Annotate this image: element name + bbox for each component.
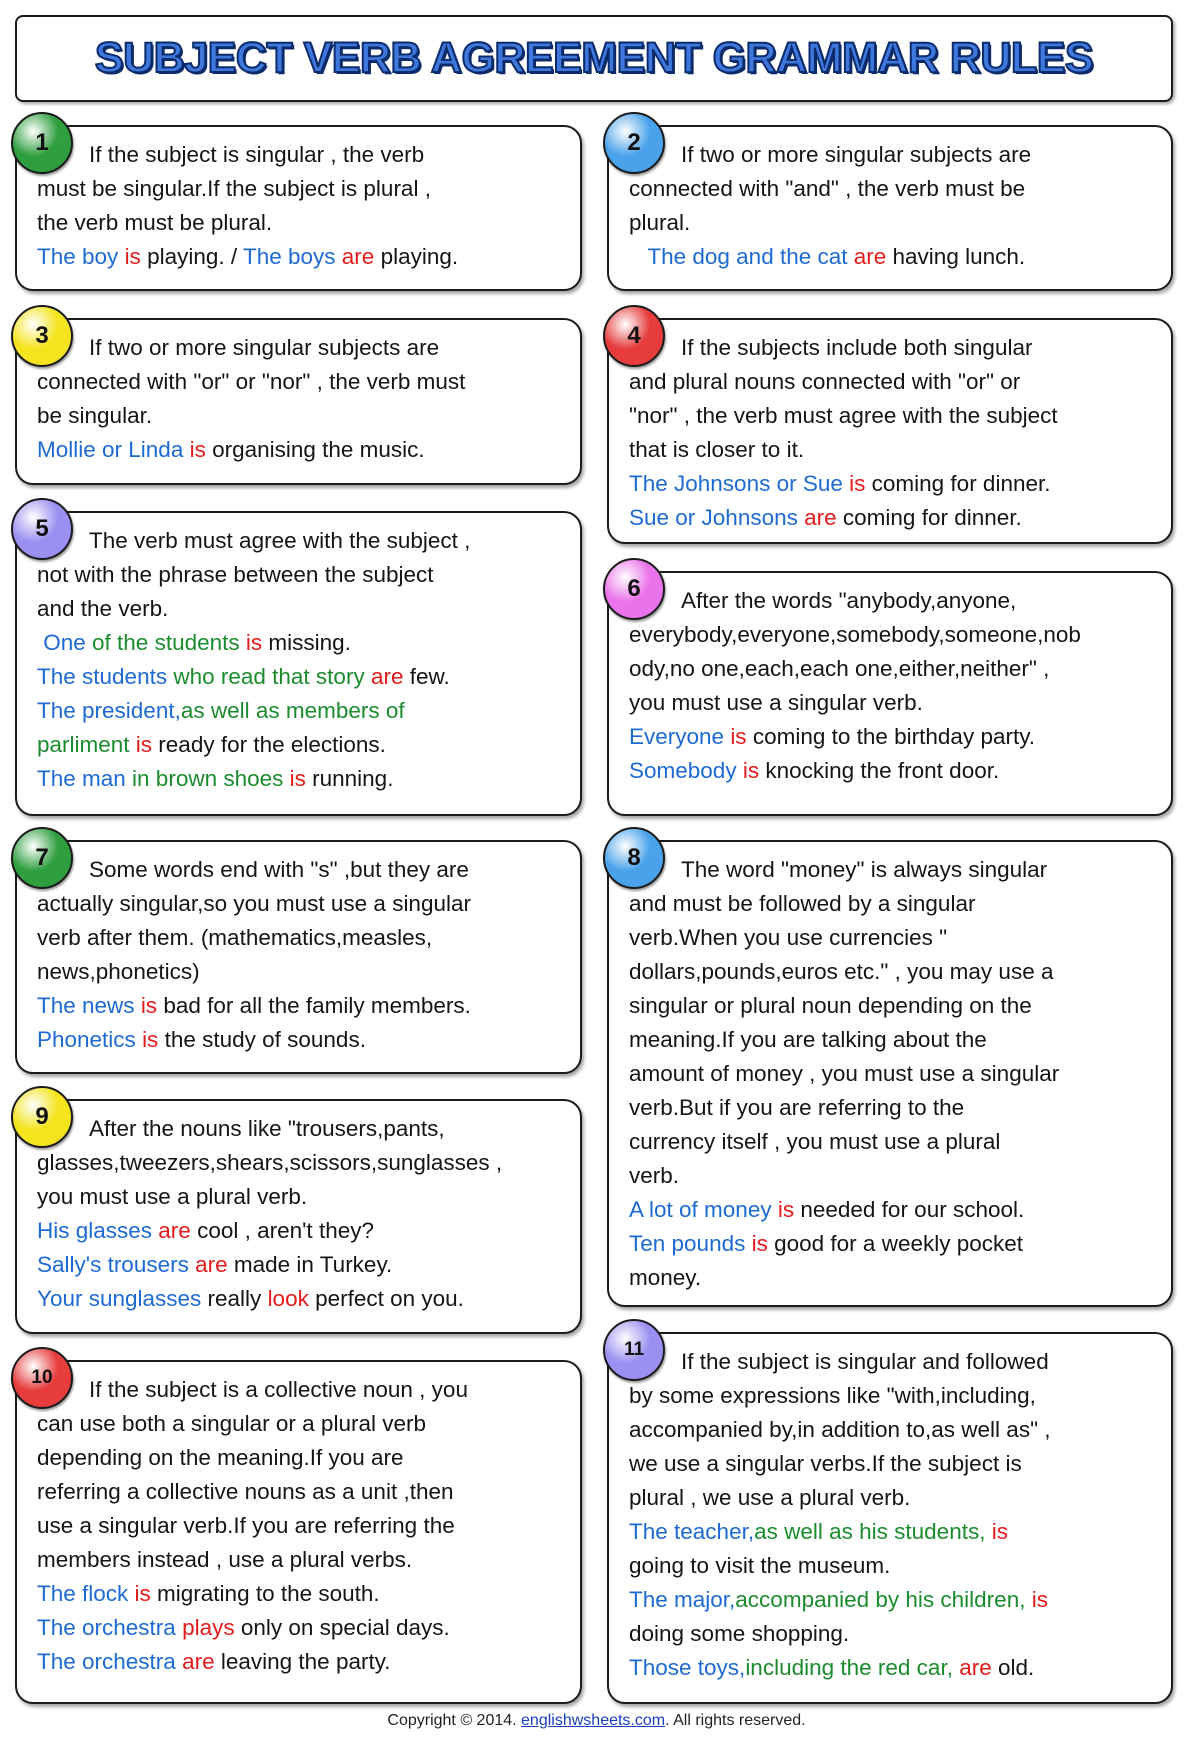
rule-line xyxy=(37,1180,570,1214)
rule-line xyxy=(629,1091,1161,1125)
rule-text-segment: parliment xyxy=(37,732,136,757)
rule-text-segment: as well as his students, xyxy=(754,1519,992,1544)
rule-text xyxy=(629,584,1161,788)
rule-text-segment: and the verb. xyxy=(37,596,169,621)
rule-line xyxy=(629,1193,1161,1227)
rule-text-segment: ready for the elections. xyxy=(152,732,386,757)
rule-text-segment: the verb must be plural. xyxy=(37,210,273,235)
rule-text-segment: made in Turkey. xyxy=(227,1252,393,1277)
rule-line xyxy=(37,1611,570,1645)
rule-text-segment: playing. xyxy=(374,244,459,269)
rule-text-segment: only on special days. xyxy=(234,1615,450,1640)
rule-box-7 xyxy=(15,840,582,1074)
rule-line xyxy=(37,240,570,274)
rule-text xyxy=(629,1345,1161,1685)
rule-text-segment: including the red car, xyxy=(745,1655,960,1680)
rule-line xyxy=(37,1645,570,1679)
rule-text-segment: is xyxy=(245,630,263,655)
rule-line xyxy=(629,206,1161,240)
rule-line xyxy=(629,365,1161,399)
rule-text-segment: Mollie or Linda xyxy=(37,437,190,462)
rule-text-segment: The news xyxy=(37,993,141,1018)
rule-text-segment: needed for our school. xyxy=(794,1197,1025,1222)
rule-text-segment: accompanied by,in addition to,as well as" , xyxy=(629,1417,1051,1442)
rule-line xyxy=(37,172,570,206)
rule-number-badge: 2 xyxy=(603,112,665,174)
rule-line xyxy=(37,1146,570,1180)
rule-text-segment: The man xyxy=(37,766,133,791)
rule-line xyxy=(629,887,1161,921)
rule-line xyxy=(37,399,570,433)
rule-line xyxy=(37,1214,570,1248)
rule-text-segment: verb after them. (mathematics,measles, xyxy=(37,925,433,950)
rule-line xyxy=(629,1617,1161,1651)
rule-text-segment: is xyxy=(289,766,306,791)
rule-text-segment: must be singular.If the subject is plural , xyxy=(37,176,431,201)
rule-text-segment: currency itself , you must use a plural xyxy=(629,1129,1001,1154)
rule-line xyxy=(629,720,1161,754)
rule-text-segment: you must use a plural verb. xyxy=(37,1184,308,1209)
rule-line xyxy=(629,138,1161,172)
rule-text xyxy=(37,524,570,796)
rule-text-segment: amount of money , you must use a singular xyxy=(629,1061,1060,1086)
rule-line xyxy=(629,1345,1161,1379)
rule-line xyxy=(37,1509,570,1543)
rule-text-segment: are xyxy=(341,244,375,269)
rule-line xyxy=(37,1407,570,1441)
rule-text-segment: is xyxy=(777,1197,795,1222)
rule-text-segment: The orchestra xyxy=(37,1615,183,1640)
site-link[interactable]: englishwsheets.com xyxy=(521,1712,666,1729)
rule-line xyxy=(629,1549,1161,1583)
rule-box-1 xyxy=(15,125,582,291)
rule-line xyxy=(37,1282,570,1316)
rule-text-segment: are xyxy=(182,1649,215,1674)
rule-number-badge: 9 xyxy=(11,1086,73,1148)
rule-text-segment: is xyxy=(751,1231,768,1256)
rule-box-9 xyxy=(15,1099,582,1334)
rule-line xyxy=(37,206,570,240)
rule-text-segment: connected with "or" or "nor" , the verb must xyxy=(37,369,466,394)
rule-line xyxy=(629,955,1161,989)
rule-text-segment: good for a weekly pocket xyxy=(767,1231,1024,1256)
rule-text-segment: are xyxy=(370,664,404,689)
rule-text-segment: perfect on you. xyxy=(308,1286,464,1311)
rule-line xyxy=(37,331,570,365)
rule-line xyxy=(37,524,570,558)
rule-text-segment: His glasses xyxy=(37,1218,159,1243)
rule-text-segment: not with the phrase between the subject xyxy=(37,562,434,587)
rule-text-segment: money. xyxy=(629,1265,702,1290)
rule-text-segment: Sue or Johnsons xyxy=(629,505,805,530)
rule-text-segment: the study of sounds. xyxy=(158,1027,366,1052)
rule-text-segment: After the nouns like "trousers,pants, xyxy=(89,1116,445,1141)
copyright-footer xyxy=(0,1712,1193,1730)
rule-line xyxy=(37,1475,570,1509)
rule-text-segment: by some expressions like "with,including, xyxy=(629,1383,1036,1408)
rule-text-segment: verb.When you use currencies " xyxy=(629,925,948,950)
rule-line xyxy=(629,1447,1161,1481)
rule-text-segment: Somebody xyxy=(629,758,743,783)
rule-text-segment: A lot of money xyxy=(629,1197,778,1222)
rule-text-segment: use a singular verb.If you are referring the xyxy=(37,1513,455,1538)
rule-text-segment: we use a singular verbs.If the subject is xyxy=(629,1451,1022,1476)
rule-line xyxy=(629,1227,1161,1261)
rule-text-segment: coming for dinner. xyxy=(865,471,1051,496)
rule-text-segment: look xyxy=(267,1286,309,1311)
rule-text-segment: who read that story xyxy=(173,664,371,689)
rule-text-segment: dollars,pounds,euros etc." , you may use a xyxy=(629,959,1054,984)
rule-line xyxy=(37,989,570,1023)
rule-line xyxy=(629,754,1161,788)
rule-text-segment: The boys xyxy=(242,244,342,269)
rule-line xyxy=(629,1023,1161,1057)
rule-text-segment: Everyone xyxy=(629,724,731,749)
rule-text-segment: going to visit the museum. xyxy=(629,1553,891,1578)
rule-text-segment: old. xyxy=(991,1655,1035,1680)
rule-text-segment: few. xyxy=(403,664,450,689)
rule-box-3 xyxy=(15,318,582,485)
rule-line xyxy=(37,762,570,796)
rule-line xyxy=(37,955,570,989)
rule-number-badge: 3 xyxy=(11,305,73,367)
page-title: SUBJECT VERB AGREEMENT GRAMMAR RULES xyxy=(94,34,1094,82)
rule-text xyxy=(37,1373,570,1679)
rule-line xyxy=(629,652,1161,686)
rule-line xyxy=(629,1515,1161,1549)
rule-line xyxy=(629,686,1161,720)
rule-number-badge: 11 xyxy=(603,1319,665,1381)
rule-box-4 xyxy=(607,318,1173,544)
rule-box-11 xyxy=(607,1332,1173,1704)
rule-text-segment: Your sunglasses xyxy=(37,1286,208,1311)
rule-text-segment: If the subject is singular , the verb xyxy=(89,142,425,167)
rule-text-segment: and plural nouns connected with "or" or xyxy=(629,369,1021,394)
rule-text-segment: Ten pounds xyxy=(629,1231,752,1256)
rule-line xyxy=(37,138,570,172)
rule-text-segment: are xyxy=(158,1218,191,1243)
rule-text-segment: is xyxy=(1031,1587,1048,1612)
rule-line xyxy=(629,618,1161,652)
rule-number-badge: 5 xyxy=(11,498,73,560)
rule-text-segment: organising the music. xyxy=(205,437,425,462)
rule-text-segment: verb.But if you are referring to the xyxy=(629,1095,965,1120)
rule-line xyxy=(629,331,1161,365)
rule-text-segment: and must be followed by a singular xyxy=(629,891,976,916)
rule-line xyxy=(37,660,570,694)
rule-line xyxy=(629,1413,1161,1447)
rule-text xyxy=(37,853,570,1057)
rule-text-segment: is xyxy=(142,1027,159,1052)
rule-line xyxy=(629,1159,1161,1193)
rule-text-segment: The boy xyxy=(37,244,125,269)
rule-text-segment: singular or plural noun depending on the xyxy=(629,993,1032,1018)
rule-text-segment: that is closer to it. xyxy=(629,437,805,462)
rule-line xyxy=(629,989,1161,1023)
rule-text-segment: The dog and the cat xyxy=(629,244,854,269)
rule-text xyxy=(629,138,1161,274)
copyright-prefix: Copyright © 2014. xyxy=(387,1712,522,1729)
rule-text xyxy=(37,138,570,274)
rule-text-segment: If two or more singular subjects are xyxy=(89,335,440,360)
rule-text-segment: The orchestra xyxy=(37,1649,183,1674)
rule-text-segment: are xyxy=(853,244,887,269)
rule-text-segment: If two or more singular subjects are xyxy=(681,142,1032,167)
rule-text-segment: depending on the meaning.If you are xyxy=(37,1445,404,1470)
rule-text-segment: everybody,everyone,somebody,someone,nob xyxy=(629,622,1081,647)
rule-text-segment: plays xyxy=(182,1615,235,1640)
rule-line xyxy=(629,1379,1161,1413)
rule-text-segment: as well as members of xyxy=(180,698,405,723)
rule-line xyxy=(37,853,570,887)
rule-text-segment: The word "money" is always singular xyxy=(681,857,1048,882)
rule-text-segment: really xyxy=(207,1286,268,1311)
rule-text-segment: One xyxy=(37,630,93,655)
rule-number-badge: 8 xyxy=(603,827,665,889)
rule-text xyxy=(629,853,1161,1295)
rule-text-segment: are xyxy=(195,1252,228,1277)
rule-text-segment: After the words "anybody,anyone, xyxy=(681,588,1017,613)
rule-text-segment: you must use a singular verb. xyxy=(629,690,923,715)
rule-text-segment: is xyxy=(991,1519,1008,1544)
rule-text-segment: leaving the party. xyxy=(214,1649,391,1674)
rule-text-segment: The teacher, xyxy=(629,1519,755,1544)
rule-text-segment: actually singular,so you must use a singular xyxy=(37,891,471,916)
rule-line xyxy=(629,921,1161,955)
rule-line xyxy=(37,887,570,921)
rule-text xyxy=(37,331,570,467)
rule-text-segment: verb. xyxy=(629,1163,680,1188)
rule-line xyxy=(37,592,570,626)
rule-text-segment: plural. xyxy=(629,210,691,235)
rule-text-segment: are xyxy=(959,1655,992,1680)
rule-text-segment: Some words end with "s" ,but they are xyxy=(89,857,469,882)
rule-text-segment: is xyxy=(189,437,206,462)
rule-line xyxy=(629,1057,1161,1091)
rule-line xyxy=(629,433,1161,467)
rule-text-segment: are xyxy=(804,505,837,530)
rule-text-segment: plural , we use a plural verb. xyxy=(629,1485,911,1510)
rule-text-segment: is xyxy=(134,1581,151,1606)
rule-text-segment: playing. / xyxy=(140,244,243,269)
rule-line xyxy=(37,1373,570,1407)
rule-text-segment: Phonetics xyxy=(37,1027,143,1052)
rule-text-segment: doing some shopping. xyxy=(629,1621,850,1646)
rule-text xyxy=(629,331,1161,535)
rule-line xyxy=(629,240,1161,274)
rule-text-segment: having lunch. xyxy=(886,244,1026,269)
rule-line xyxy=(37,1023,570,1057)
rule-line xyxy=(629,1481,1161,1515)
rule-line xyxy=(37,1248,570,1282)
rule-text-segment: is xyxy=(124,244,141,269)
rule-number-badge: 7 xyxy=(11,827,73,889)
rule-line xyxy=(629,1261,1161,1295)
rule-line xyxy=(629,1125,1161,1159)
rule-text xyxy=(37,1112,570,1316)
rule-text-segment: If the subjects include both singular xyxy=(681,335,1033,360)
rule-box-8 xyxy=(607,840,1173,1307)
rule-line xyxy=(629,172,1161,206)
rule-text-segment: coming to the birthday party. xyxy=(746,724,1036,749)
rule-line xyxy=(37,626,570,660)
rule-line xyxy=(629,584,1161,618)
rule-text-segment: in brown shoes xyxy=(132,766,290,791)
rule-text-segment: ody,no one,each,each one,either,neither" , xyxy=(629,656,1050,681)
rule-text-segment: glasses,tweezers,shears,scissors,sunglasses , xyxy=(37,1150,503,1175)
rule-text-segment: Sally's trousers xyxy=(37,1252,196,1277)
rule-number-badge: 4 xyxy=(603,305,665,367)
rule-line xyxy=(37,558,570,592)
rule-text-segment: can use both a singular or a plural verb xyxy=(37,1411,426,1436)
rule-text-segment: connected with "and" , the verb must be xyxy=(629,176,1026,201)
rule-line xyxy=(37,921,570,955)
rule-box-5 xyxy=(15,511,582,816)
rule-number-badge: 1 xyxy=(11,112,73,174)
rule-line xyxy=(37,1112,570,1146)
rule-text-segment: of the students xyxy=(92,630,246,655)
copyright-suffix: . All rights reserved. xyxy=(665,1712,806,1729)
rule-text-segment: be singular. xyxy=(37,403,153,428)
rule-line xyxy=(37,694,570,728)
rule-line xyxy=(629,853,1161,887)
rule-text-segment: Those toys, xyxy=(629,1655,746,1680)
rule-line xyxy=(629,467,1161,501)
rule-text-segment: missing. xyxy=(262,630,351,655)
rule-text-segment: "nor" , the verb must agree with the subject xyxy=(629,403,1058,428)
rule-text-segment: The students xyxy=(37,664,174,689)
rule-line xyxy=(37,433,570,467)
rule-line xyxy=(629,1651,1161,1685)
rule-text-segment: running. xyxy=(305,766,394,791)
rule-text-segment: The flock xyxy=(37,1581,135,1606)
rule-text-segment: knocking the front door. xyxy=(759,758,1000,783)
rule-line xyxy=(37,365,570,399)
rule-line xyxy=(37,1577,570,1611)
rule-text-segment: If the subject is singular and followed xyxy=(681,1349,1049,1374)
rule-text-segment: The Johnsons or Sue xyxy=(629,471,850,496)
rule-text-segment: coming for dinner. xyxy=(836,505,1022,530)
rule-text-segment: is xyxy=(730,724,747,749)
rule-number-badge: 6 xyxy=(603,558,665,620)
rule-text-segment: referring a collective nouns as a unit ,then xyxy=(37,1479,454,1504)
rule-text-segment: accompanied by his children, xyxy=(735,1587,1032,1612)
rule-line xyxy=(629,1583,1161,1617)
rule-line xyxy=(37,1441,570,1475)
rule-line xyxy=(629,501,1161,535)
rule-number-badge: 10 xyxy=(11,1347,73,1409)
rule-box-10 xyxy=(15,1360,582,1704)
rule-text-segment: news,phonetics) xyxy=(37,959,200,984)
title-banner xyxy=(15,15,1173,102)
rule-line xyxy=(37,1543,570,1577)
rule-box-6 xyxy=(607,571,1173,816)
rule-text-segment: is xyxy=(849,471,866,496)
rule-text-segment: If the subject is a collective noun , you xyxy=(89,1377,468,1402)
rule-box-2 xyxy=(607,125,1173,291)
rule-text-segment: is xyxy=(140,993,158,1018)
rule-text-segment: bad for all the family members. xyxy=(157,993,471,1018)
rule-text-segment: migrating to the south. xyxy=(150,1581,380,1606)
rule-line xyxy=(629,399,1161,433)
rule-text-segment: meaning.If you are talking about the xyxy=(629,1027,987,1052)
rule-text-segment: cool , aren't they? xyxy=(190,1218,374,1243)
rule-text-segment: is xyxy=(742,758,760,783)
rule-text-segment: members instead , use a plural verbs. xyxy=(37,1547,413,1572)
rule-text-segment: The verb must agree with the subject , xyxy=(89,528,471,553)
rule-line xyxy=(37,728,570,762)
rule-text-segment: The major, xyxy=(629,1587,736,1612)
rule-text-segment: is xyxy=(135,732,153,757)
rule-text-segment: The president, xyxy=(37,698,181,723)
